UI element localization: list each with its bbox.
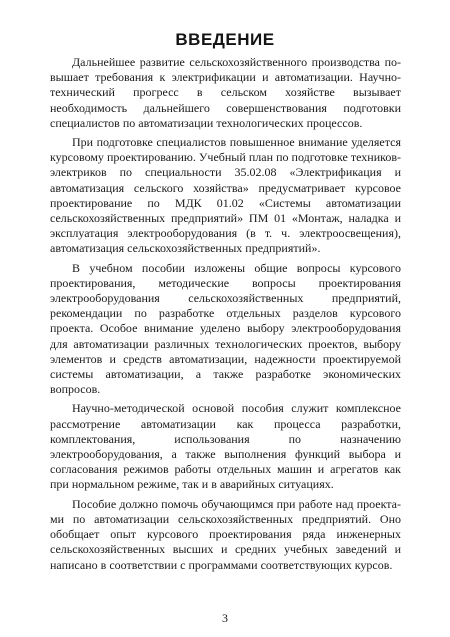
paragraph-2: При подготовке специалистов повышенное внимание уделяется курсовому проектированию. Учебный план по подготовке техников-электриков по специальности 35.02.08 «Электрификация и автоматизация сельского хозяйства» предусматривает курсовое проектирование по МДК 01.02 «Системы автоматизации сельскохозяйственных предприятий» ПМ 01 «Монтаж, наладка и эксплуатация электрооборудования (в т. ч. электроосвещения), автоматизация сельскохозяйственных предприятий». [50,135,401,256]
paragraph-5: Пособие должно помочь обучающимся при работе над проектами по автоматизации сельскохозяйственных предприятий. Оно обобщает опыт курсового проектирования ряда инженерных сельскохозяйственных высших и средних учебных заведений и написано в соответствии с программами соответствующих курсов. [50,496,401,572]
paragraph-1: Дальнейшее развитие сельскохозяйственного производства повышает требования к электрификации и автоматизации. Научно-технический прогресс в сельском хозяйстве вызывает необходимость дальнейшего совершенствования подготовки специалистов по автоматизации технологических процессов. [50,55,401,130]
page-title: ВВЕДЕНИЕ [175,30,275,49]
paragraph-3: В учебном пособии изложены общие вопросы курсового проектирования, методические вопросы проектирования электрооборудования сельскохозяйственных предприятий, рекомендации по разработке отдельных разделов курсового проекта. Особое внимание уделено выбору электрооборудования для автоматизации различных технологических проектов, выбору элементов и средств автоматизации, надежности проектируемой системы автоматизации, а также разработке экономических вопросов. [50,260,401,397]
body-text [50,55,401,577]
page-number: 3 [222,611,228,625]
paragraph-4: Научно-методической основой пособия служит комплексное рассмотрение автоматизации как процесса разработки, комплектования, использования по назначению электрооборудования, а также выполнения функций выбора и согласования режимов работы отдельных машин и агрегатов как при нормальном режиме, так и в аварийных ситуациях. [50,401,401,492]
